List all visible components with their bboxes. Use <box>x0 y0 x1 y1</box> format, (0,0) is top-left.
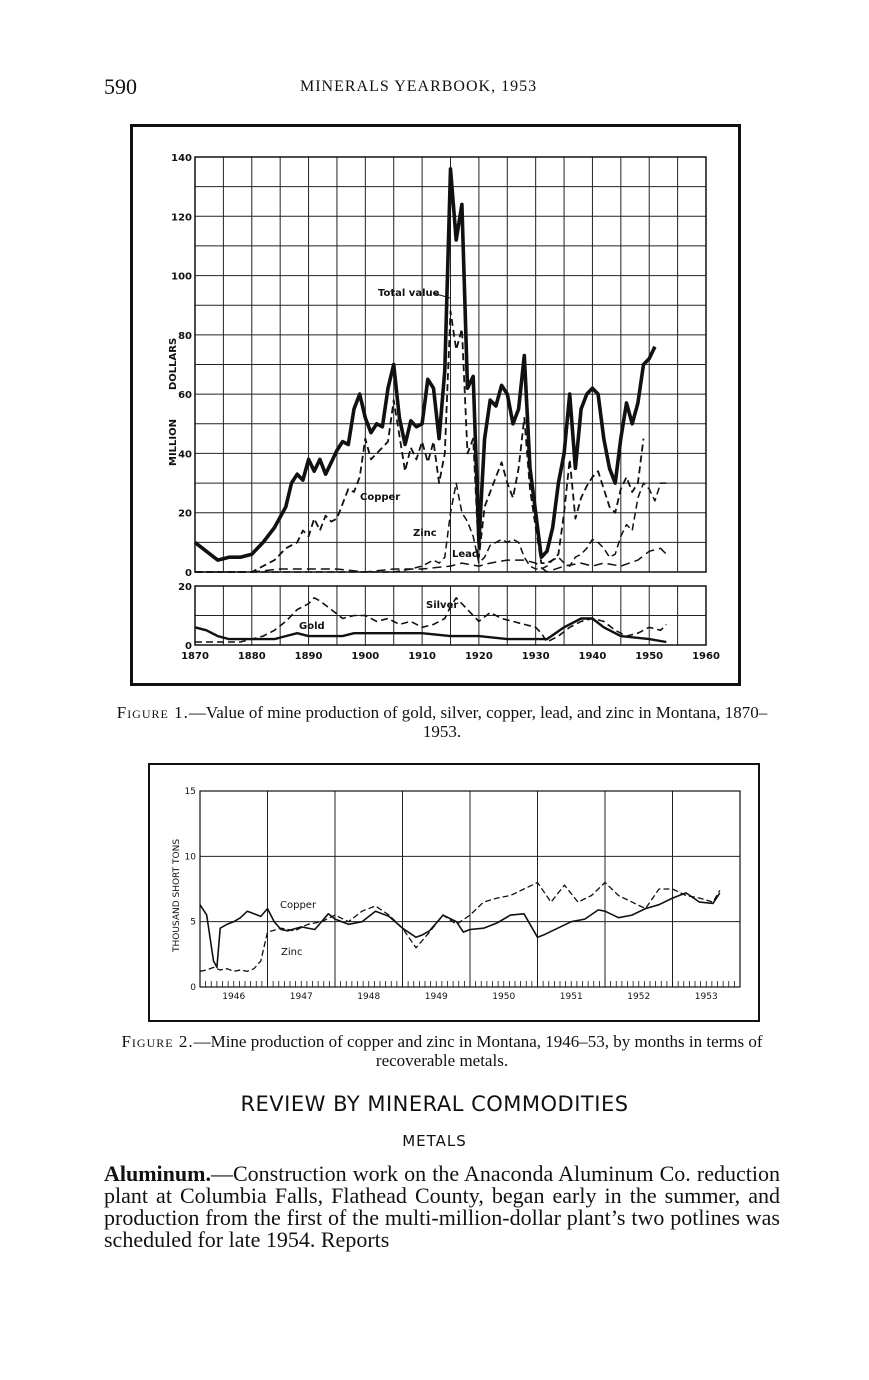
y-tick-label: 120 <box>171 212 192 224</box>
running-title: MINERALS YEARBOOK, 1953 <box>300 78 538 95</box>
y-tick-label: 100 <box>171 271 192 283</box>
annotation-copper: Copper <box>280 900 317 911</box>
figure-2-caption-text: —Mine production of copper and zinc in Montana, 1946–53, by months in terms of recoverable metals. <box>193 1032 763 1070</box>
x-tick-label: 1880 <box>237 651 266 662</box>
x-tick-label: 1900 <box>351 651 380 662</box>
x-tick-label: 1930 <box>521 651 550 662</box>
x-tick-label: 1950 <box>635 651 664 662</box>
x-tick-label: 1960 <box>692 651 720 662</box>
figure-1-caption-label: Figure 1. <box>116 703 189 722</box>
y-tick-label: 40 <box>178 449 192 461</box>
x-tick-label: 1953 <box>694 992 718 1002</box>
x-tick-label: 1870 <box>181 651 209 662</box>
y-tick-label: 80 <box>178 330 192 342</box>
y-axis-unit-label: MILLION <box>168 418 179 466</box>
x-tick-label: 1890 <box>294 651 323 662</box>
annotation-total-value: Total value <box>378 288 440 299</box>
annotation-zinc: Zinc <box>281 947 303 958</box>
annotation-zinc: Zinc <box>413 528 437 539</box>
y-tick-label: 5 <box>190 917 196 928</box>
x-tick-label: 1946 <box>222 992 246 1002</box>
y-axis-label: THOUSAND SHORT TONS <box>172 838 182 952</box>
y-tick-label: 0 <box>190 983 196 993</box>
x-tick-label: 1952 <box>627 992 651 1002</box>
annotation-lead: Lead <box>452 549 480 560</box>
x-tick-label: 1940 <box>578 651 607 662</box>
annotation-gold: Gold <box>299 621 325 632</box>
y-tick-label: 60 <box>178 390 192 402</box>
figure-2-caption <box>104 1032 780 1070</box>
body-text: —Construction work on the Anaconda Aluminum Co. reduction plant at Columbia Falls, Flathead County, began early in the summer, and production from the first of the multi-million-dollar plant’s two potlines was scheduled for late 1954. Reports <box>104 1161 780 1252</box>
figure-2-caption-label: Figure 2. <box>121 1032 194 1051</box>
x-tick-label: 1950 <box>492 992 516 1002</box>
y-tick-label: 15 <box>184 787 196 797</box>
page-number: 590 <box>104 74 137 99</box>
y-tick-label: 10 <box>184 852 196 863</box>
section-subtitle: METALS <box>402 1132 467 1150</box>
annotation-silver: Silver <box>426 600 459 611</box>
x-tick-label: 1951 <box>559 992 583 1002</box>
x-tick-label: 1910 <box>408 651 437 662</box>
y-tick-label: 20 <box>178 582 192 593</box>
y-axis-label: DOLLARS <box>168 337 179 390</box>
annotation-copper: Copper <box>360 492 401 503</box>
x-tick-label: 1948 <box>357 992 381 1002</box>
y-tick-label: 0 <box>185 641 192 652</box>
body-run-in: Aluminum. <box>104 1161 211 1186</box>
x-tick-label: 1949 <box>424 992 448 1002</box>
y-tick-label: 20 <box>178 508 192 520</box>
x-tick-label: 1947 <box>289 992 313 1002</box>
y-tick-label: 140 <box>171 153 192 164</box>
y-tick-label: 0 <box>185 568 192 579</box>
body-paragraph <box>104 1163 780 1251</box>
series-line-copper <box>200 893 720 968</box>
x-tick-label: 1920 <box>464 651 493 662</box>
section-title: REVIEW BY MINERAL COMMODITIES <box>240 1092 629 1116</box>
figure-1-caption-text: —Value of mine production of gold, silver, copper, lead, and zinc in Montana, 1870–1953. <box>188 703 768 741</box>
